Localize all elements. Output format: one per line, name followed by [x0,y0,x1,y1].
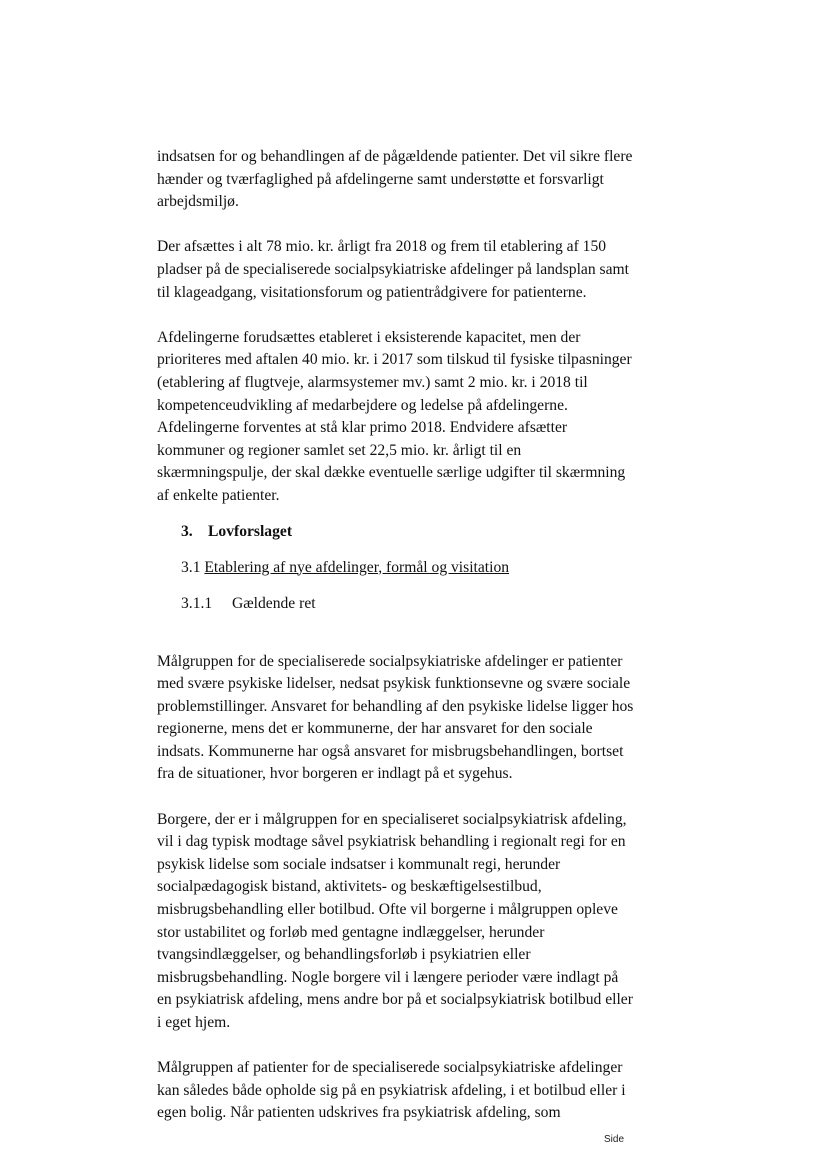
text-line: Afdelingerne forudsættes etableret i eksisterende kapacitet, men der [157,328,581,346]
text-line: Afdelingerne forventes at stå klar primo 2018. Endvidere afsætter [157,419,568,437]
text-line: Der afsættes i alt 78 mio. kr. årligt fra 2018 og frem til etablering af 150 [157,238,607,256]
text-line: stor ustabilitet og forløb med gentagne indlæggelser, herunder [157,923,545,941]
text-line: egen bolig. Når patienten udskrives fra psykiatrisk afdeling, som [157,1104,561,1122]
text-line: kommuner og regioner samlet set 22,5 mio. kr. årligt til en [157,441,522,459]
subsubsection-number: 3.1.1 [181,594,213,612]
subsubsection-title: Gældende ret [232,594,316,612]
text-line: vil i dag typisk modtage såvel psykiatrisk behandling i regionalt regi for en [157,833,626,851]
paragraph-3 [157,327,677,508]
subsection-title-line [181,557,513,580]
paragraph-6 [157,1057,677,1125]
text-line: skærmningspulje, der skal dække eventuelle særlige udgifter til skærmning [157,464,626,482]
paragraph-1 [157,146,677,214]
text-line: Borgere, der er i målgruppen for en specialiseret socialpsykiatrisk afdeling, [157,810,627,828]
subsection-number: 3.1 [181,558,201,576]
text-line: misbrugsbehandling eller botilbud. Ofte vil borgerne i målgruppen opleve [157,901,618,919]
text-line: misbrugsbehandling. Nogle borgere vil i længere perioder være indlagt på [157,968,619,986]
subsection-heading [157,557,677,593]
section-heading [157,521,677,557]
text-line: regionerne, mens det er kommunerne, der har ansvaret for den sociale [157,720,593,738]
text-line: psykisk lidelse som sociale indsatser i kommunalt regi, herunder [157,855,561,873]
section-number: 3. [181,522,193,540]
text-line: kan således både opholde sig på en psykiatrisk afdeling, i et botilbud eller i [157,1081,626,1099]
text-line: arbejdsmiljø. [157,193,239,211]
text-line: prioriteres med aftalen 40 mio. kr. i 2017 som tilskud til fysiske tilpasninger [157,351,632,369]
text-line: Målgruppen af patienter for de specialiserede socialpsykiatriske afdelinger [157,1059,623,1077]
text-line: med svære psykiske lidelser, nedsat psykisk funktionsevne og svære sociale [157,675,631,693]
text-line: til klageadgang, visitationsforum og patientrådgivere for patienterne. [157,283,587,301]
subsection-title: Etablering af nye afdelinger, formål og visitation [204,558,510,576]
text-line: (etablering af flugtveje, alarmsystemer mv.) samt 2 mio. kr. i 2018 til [157,373,588,391]
text-line: socialpædagogisk bistand, aktivitets- og beskæftigelsestilbud, [157,878,542,896]
text-line: kompetenceudvikling af medarbejdere og ledelse på afdelingerne. [157,396,568,414]
text-line: af enkelte patienter. [157,486,280,504]
text-line: tvangsindlæggelser, og behandlingsforløb i psykiatrien eller [157,946,531,964]
text-line: Målgruppen for de specialiserede socialpsykiatriske afdelinger er patienter [157,652,623,670]
text-line: en psykiatrisk afdeling, mens andre bor på et socialpsykiatrisk botilbud eller [157,991,633,1009]
section-title: Lovforslaget [208,522,293,540]
paragraph-2 [157,236,677,304]
document-body [157,146,677,1125]
subsubsection-heading [157,593,677,651]
text-line: indsatsen for og behandlingen af de pågældende patienter. Det vil sikre flere [157,148,633,165]
text-line: problemstillinger. Ansvaret for behandling af den psykiske lidelse ligger hos [157,697,634,715]
text-line: hænder og tværfaglighed på afdelingerne samt understøtte et forsvarligt [157,170,604,188]
page-footer-side-label: Side [604,1134,625,1145]
paragraph-5 [157,809,677,1035]
text-line: fra de situationer, hvor borgeren er indlagt på et sygehus. [157,765,513,783]
paragraph-4 [157,651,677,787]
text-line: indsats. Kommunerne har også ansvaret for misbrugsbehandlingen, bortset [157,742,624,760]
text-line: pladser på de specialiserede socialpsykiatriske afdelinger på landsplan samt [157,260,629,278]
text-line: i eget hjem. [157,1014,231,1031]
